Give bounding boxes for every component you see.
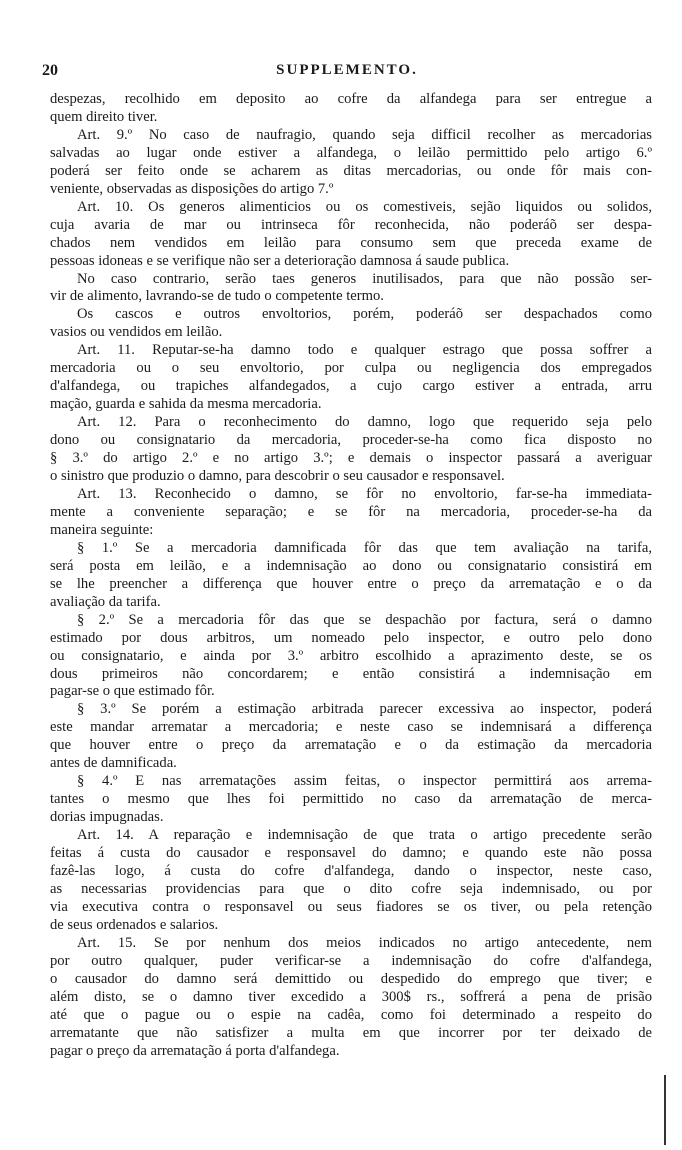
text-line: estimado por dous arbitros, um nomeado pelo inspector, e outro pelo dono (50, 629, 652, 646)
paragraph (50, 306, 652, 342)
body-text (50, 91, 652, 1060)
text-line: despezas, recolhido em deposito ao cofre da alfandega para ser entregue a (50, 91, 652, 107)
paragraph (50, 827, 652, 935)
text-line: Art. 9.º No caso de naufragio, quando seja difficil recolher as mercadorias (77, 126, 652, 143)
paragraph (50, 540, 652, 612)
text-line: além disto, se o damno tiver excedido a 300$ rs., soffrerá a pena de prisão (50, 988, 652, 1005)
text-line: cuja avaria de mar ou intrinseca fôr reconhecida, não poderáõ ser despa- (50, 216, 652, 233)
text-line: mercadoria ou o seu envoltorio, por culpa ou negligencia dos empregados (50, 360, 652, 377)
text-line: se lhe preencher a differença que houver entre o preço da arrematação e o da (50, 575, 652, 592)
text-line: Art. 11. Reputar-se-ha damno todo e qualquer estrago que possa soffrer a (77, 342, 652, 359)
text-line: as necessarias providencias para que o dito cofre seja indemnisado, ou por (50, 880, 652, 897)
paragraph (50, 414, 652, 486)
text-line: chados nem vendidos em leilão para consumo sem que preceda exame de (50, 234, 652, 251)
text-line: vir de alimento, lavrando-se de tudo o competente termo. (50, 288, 384, 305)
text-line: pessoas idoneas e se verifique não ser a deterioração damnosa á saude publica. (50, 252, 510, 269)
paragraph (50, 342, 652, 414)
paragraph (50, 612, 652, 702)
text-line: Art. 14. A reparação e indemnisação de que trata o artigo precedente serão (77, 827, 652, 844)
text-line: § 3.º Se porém a estimação arbitrada parecer excessiva ao inspector, poderá (77, 701, 652, 718)
text-line: via executiva contra o responsavel ou seus fiadores se os tiver, ou pela retenção (50, 898, 652, 915)
text-line: por outro qualquer, puder verificar-se a indemnisação do cofre d'alfandega, (50, 952, 652, 969)
text-line: até que o pague ou o espie na cadêa, como foi determinado a respeito do (50, 1006, 652, 1023)
running-title: SUPPLEMENTO. (276, 62, 418, 78)
text-line: tantes o mesmo que lhes foi permittido no caso da arrematação de merca- (50, 791, 652, 808)
text-line: de seus ordenados e salarios. (50, 916, 219, 933)
paragraph (50, 773, 652, 827)
text-line: mente a conveniente separação; e se fôr na mercadoria, proceder-se-ha da (50, 503, 652, 520)
text-line: o sinistro que produzio o damno, para descobrir o seu causador e responsavel. (50, 468, 505, 485)
text-line: arrematante que não satisfizer a multa em que incorrer por ter deixado de (50, 1024, 652, 1041)
text-line: No caso contrario, serão taes generos inutilisados, para que não possão ser- (77, 270, 652, 287)
text-line: fazê-las logo, á custa do cofre d'alfandega, dando o inspector, neste caso, (50, 862, 652, 879)
text-line: será posta em leilão, e a indemnisação ao dono ou consignatario consistirá em (50, 557, 652, 574)
text-line: quem direito tiver. (50, 108, 158, 125)
text-line: § 2.º Se a mercadoria fôr das que se despachão por factura, será o damno (77, 611, 652, 628)
text-line: § 1.º Se a mercadoria damnificada fôr das que tem avaliação na tarifa, (77, 539, 652, 556)
paragraph (50, 127, 652, 199)
text-line: pagar o preço da arrematação á porta d'alfandega. (50, 1042, 340, 1059)
text-line: poderá ser feito onde se acharem as ditas mercadorias, ou onde fôr mais con- (50, 162, 652, 179)
text-line: Art. 12. Para o reconhecimento do damno, logo que requerido seja pelo (77, 414, 652, 431)
text-line: feitas á custa do causador e responsavel do damno; e quando este não possa (50, 845, 652, 862)
text-line: d'alfandega, ou trapiches alfandegados, a cujo cargo estiver a entrada, arru (50, 378, 652, 395)
paragraph (50, 701, 652, 773)
text-line: dono ou consignatario da mercadoria, proceder-se-ha como fica disposto no (50, 432, 652, 449)
page-header (42, 62, 652, 82)
text-line: § 4.º E nas arrematações assim feitas, o inspector permittirá aos arrema- (77, 773, 652, 790)
text-line: antes de damnificada. (50, 755, 177, 772)
text-line: este mandar arrematar a mercadoria; e neste caso se indemnisará a differença (50, 719, 652, 736)
text-line: vasios ou vendidos em leilão. (50, 324, 223, 341)
text-line: maneira seguinte: (50, 521, 154, 538)
paragraph (50, 935, 652, 1061)
paragraph (50, 199, 652, 271)
paragraph (50, 91, 652, 127)
text-line: mação, guarda e sahida da mesma mercadoria. (50, 396, 322, 413)
margin-mark (664, 1075, 666, 1145)
paragraph (50, 271, 652, 307)
text-line: Os cascos e outros envoltorios, porém, poderáõ ser despachados como (77, 306, 652, 323)
text-line: Art. 13. Reconhecido o damno, se fôr no envoltorio, far-se-ha immediata- (77, 485, 652, 502)
text-line: que houver entre o preço da arrematação e o da estimação da mercadoria (50, 737, 652, 754)
page-number: 20 (42, 62, 58, 79)
text-line: Art. 15. Se por nenhum dos meios indicados no artigo antecedente, nem (77, 934, 652, 951)
text-line: § 3.º do artigo 2.º e no artigo 3.º; e demais o inspector passará a averiguar (50, 450, 652, 467)
text-line: o causador do damno será demittido ou despedido do emprego que tiver; e (50, 970, 652, 987)
text-line: Art. 10. Os generos alimenticios ou os comestiveis, sejão liquidos ou solidos, (77, 198, 652, 215)
text-line: veniente, observadas as disposições do artigo 7.º (50, 180, 334, 197)
text-line: dorias impugnadas. (50, 809, 164, 826)
text-line: salvadas ao lugar onde estiver a alfandega, o leilão permittido pelo artigo 6.º (50, 144, 652, 161)
text-line: avaliação da tarifa. (50, 593, 161, 610)
text-line: ou consignatario, e ainda por 3.º arbitro escolhido a aprazimento deste, se os (50, 647, 652, 664)
text-line: dous primeiros não concordarem; e então consistirá a indemnisação em (50, 665, 652, 682)
text-line: pagar-se o que estimado fôr. (50, 683, 215, 700)
paragraph (50, 486, 652, 540)
